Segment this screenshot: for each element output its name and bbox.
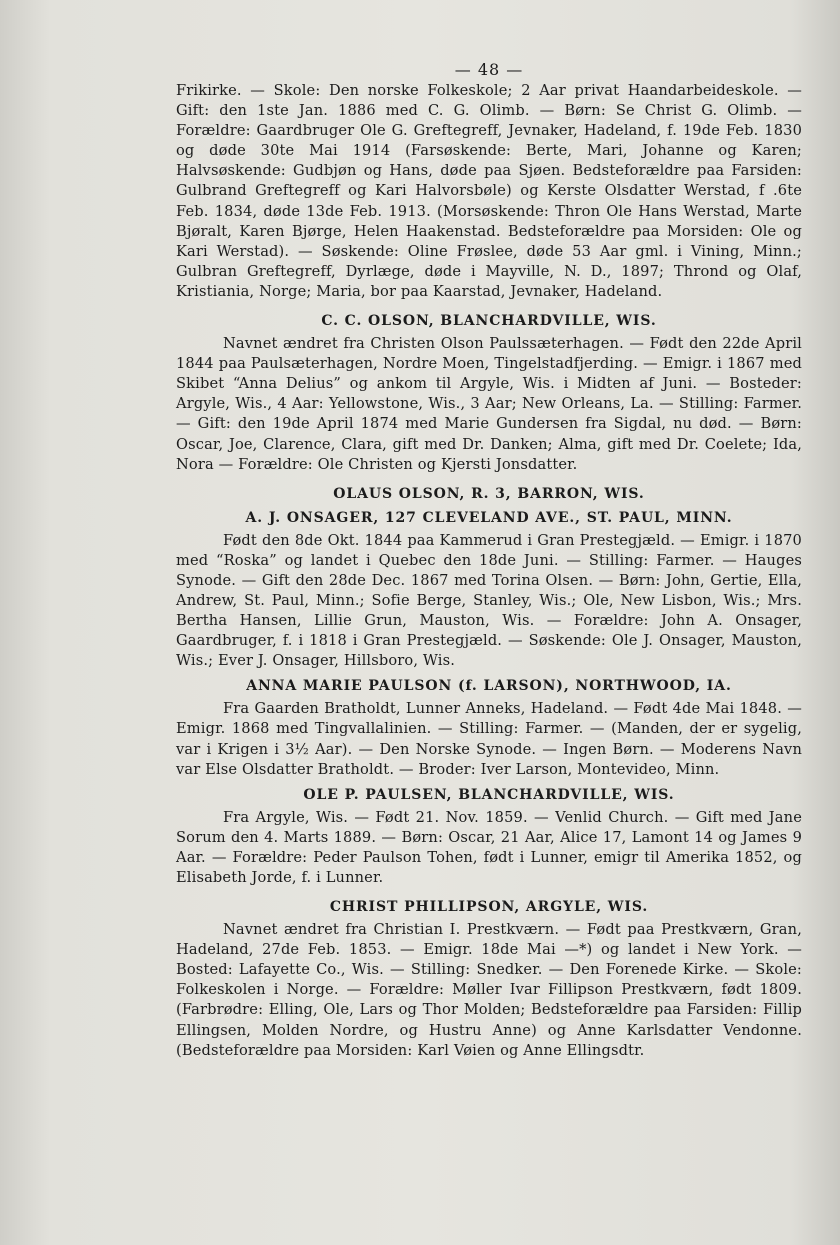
page-number: — 48 — xyxy=(454,60,524,79)
entry-aj-onsager xyxy=(176,509,802,672)
entry-cc-olson xyxy=(176,312,802,475)
entry-heading: A. J. ONSAGER, 127 CLEVELAND AVE., ST. PAUL, MINN. xyxy=(245,509,733,526)
entry-heading: OLE P. PAULSEN, BLANCHARDVILLE, WIS. xyxy=(303,786,675,803)
entry-heading: OLAUS OLSON, R. 3, BARRON, WIS. xyxy=(333,485,645,502)
entry-text: Navnet ændret fra Christian I. Prestkværn. — Født paa Prestkværn, Gran, Hadeland, 27de Feb. 1853. — Emigr. 18de Mai —*) og landet i New York. — Bosted: Lafayette Co., Wis. — Stilling: Snedker. — Den Forenede Kirke. — Skole: Folkeskolen i Norge. — Forældre: Møller Ivar Fillipson Prestkværn, født 1809. (Farbrødre: Elling, Ole, Lars og Thor Molden; Bedsteforældre paa Farsiden: Fillip Ellingsen, Molden Nordre, og Hustru Anne) og Anne Karlsdatter Vendonne. (Bedsteforældre paa Morsiden: Karl Vøien og Anne Ellingsdtr. xyxy=(176,921,802,1059)
entry-christ-phillipson xyxy=(176,898,802,1061)
entry-anna-marie-paulson xyxy=(176,677,802,779)
entry-heading: ANNA MARIE PAULSON (f. LARSON), NORTHWOOD, IA. xyxy=(246,678,732,695)
entry-text: Frikirke. — Skole: Den norske Folkeskole; 2 Aar privat Haandarbeideskole. — Gift: den 1ste Jan. 1886 med C. G. Olimb. — Børn: Se Christ G. Olimb. — Forældre: Gaardbruger Ole G. Greftegreff, Jevnaker, Hadeland, f. 19de Feb. 1830 og døde 30te Mai 1914 (Farsøskende: Berte, Mari, Johanne og Karen; Halvsøskende: Gudbjøn og Hans, døde paa Sjøen. Bedsteforældre paa Farsiden: Gulbrand Greftegreff og Kari Halvorsbøle) og Kerste Olsdatter Werstad, f .6te Feb. 1834, døde 13de Feb. 1913. (Morsøskende: Thron Ole Hans Werstad, Marte Bjøralt, Karen Bjørge, Helen Haakenstad. Bedsteforældre paa Morsiden: Ole og Kari Werstad). — Søskende: Oline Frøslee, døde 53 Aar gml. i Vining, Minn.; Gulbran Greftegreff, Dyrlæge, døde i Mayville, N. D., 1897; Thrond og Olaf, Kristiania, Norge; Maria, bor paa Kaarstad, Jevnaker, Hadeland. xyxy=(176,82,802,300)
entry-text: Fra Gaarden Bratholdt, Lunner Anneks, Hadeland. — Født 4de Mai 1848. — Emigr. 1868 med Tingvallalinien. — Stilling: Farmer. — (Manden, der er sygelig, var i Krigen i 3½ Aar). — Den Norske Synode. — Ingen Børn. — Moderens Navn var Else Olsdatter Bratholdt. — Broder: Iver Larson, Montevideo, Minn. xyxy=(176,700,802,778)
entry-text: Navnet ændret fra Christen Olson Paulssæterhagen. — Født den 22de April 1844 paa Paulsæterhagen, Nordre Moen, Tingelstadfjerding. — Emigr. i 1867 med Skibet “Anna Delius” og ankom til Argyle, Wis. i Midten af Juni. — Bosteder: Argyle, Wis., 4 Aar: Yellowstone, Wis., 3 Aar; New Orleans, La. — Stilling: Farmer. — Gift: den 19de April 1874 med Marie Gundersen fra Sigdal, nu død. — Børn: Oscar, Joe, Clarence, Clara, gift med Dr. Danken; Alma, gift med Dr. Coelete; Ida, Nora — Forældre: Ole Christen og Kjersti Jonsdatter. xyxy=(176,335,802,473)
entry-olimb-continued xyxy=(176,81,802,302)
entry-heading: CHRIST PHILLIPSON, ARGYLE, WIS. xyxy=(329,899,649,916)
text-column xyxy=(176,60,802,1061)
entry-heading: C. C. OLSON, BLANCHARDVILLE, WIS. xyxy=(321,313,657,330)
entry-olaus-olson xyxy=(176,485,802,503)
entry-text: Fra Argyle, Wis. — Født 21. Nov. 1859. — Venlid Church. — Gift med Jane Sorum den 4. Marts 1889. — Børn: Oscar, 21 Aar, Alice 17, Lamont 14 og James 9 Aar. — Forældre: Peder Paulson Tohen, født i Lunner, emigr til Amerika 1852, og Elisabeth Jorde, f. i Lunner. xyxy=(176,808,802,886)
entry-ole-p-paulsen xyxy=(176,786,802,888)
entry-text: Født den 8de Okt. 1844 paa Kammerud i Gran Prestegjæld. — Emigr. i 1870 med “Roska” og landet i Quebec den 18de Juni. — Stilling: Farmer. — Hauges Synode. — Gift den 28de Dec. 1867 med Torina Olsen. — Børn: John, Gertie, Ella, Andrew, St. Paul, Minn.; Sofie Berge, Stanley, Wis.; Ole, New Lisbon, Wis.; Mrs. Bertha Hansen, Lillie Grun, Mauston, Wis. — Forældre: John A. Onsager, Gaardbruger, f. i 1818 i Gran Prestegjæld. — Søskende: Ole J. Onsager, Mauston, Wis.; Ever J. Onsager, Hillsboro, Wis. xyxy=(176,531,802,670)
